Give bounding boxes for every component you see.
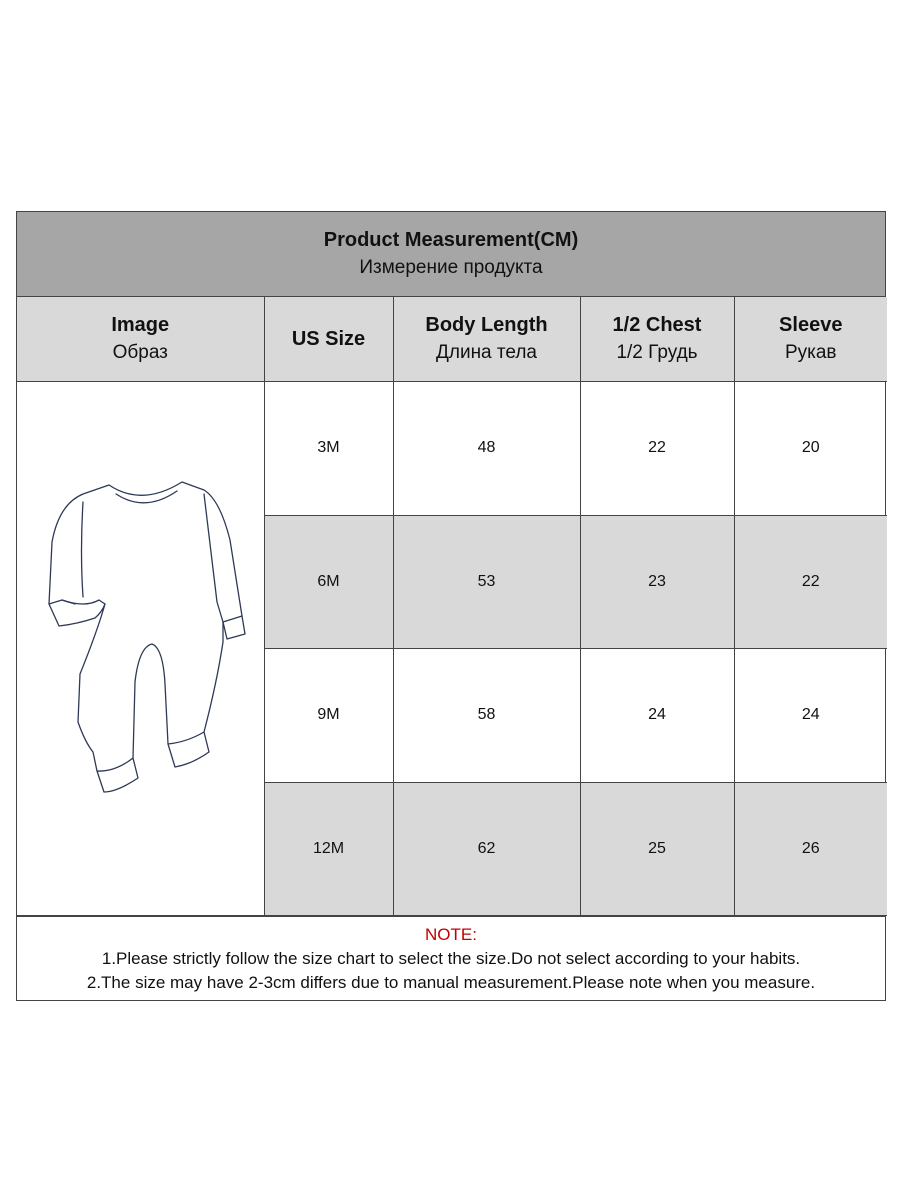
- cell-body-length: 48: [393, 382, 580, 516]
- cell-chest: 22: [580, 382, 734, 516]
- header-body-length-ru: Длина тела: [436, 342, 537, 363]
- cell-body-length: 53: [393, 515, 580, 649]
- chart-title: Product Measurement(CM): [323, 229, 579, 251]
- header-chest-en: 1/2 Chest: [612, 314, 702, 336]
- cell-size: 9M: [264, 649, 393, 783]
- header-sleeve-ru: Рукав: [784, 342, 837, 363]
- cell-sleeve: 22: [734, 515, 887, 649]
- header-image-en: Image: [111, 314, 170, 336]
- chart-subtitle: Измерение продукта: [359, 257, 543, 278]
- header-body-length: [393, 297, 580, 382]
- header-us-size-en: US Size: [291, 328, 366, 350]
- header-body-length-en: Body Length: [425, 314, 548, 336]
- measurement-table: [17, 297, 887, 916]
- table-row: [17, 382, 887, 516]
- cell-body-length: 58: [393, 649, 580, 783]
- header-sleeve-en: Sleeve: [779, 314, 843, 336]
- cell-size: 12M: [264, 782, 393, 916]
- cell-body-length: 62: [393, 782, 580, 916]
- cell-chest: 24: [580, 649, 734, 783]
- cell-sleeve: 20: [734, 382, 887, 516]
- note-line-2: 2.The size may have 2-3cm differs due to manual measurement.Please note when you measure.: [86, 972, 816, 992]
- header-us-size: [264, 297, 393, 382]
- header-chest: [580, 297, 734, 382]
- note-title: NOTE:: [425, 924, 477, 944]
- cell-sleeve: 24: [734, 649, 887, 783]
- header-image: [17, 297, 264, 382]
- cell-sleeve: 26: [734, 782, 887, 916]
- table-header-row: [17, 297, 887, 382]
- cell-chest: 23: [580, 515, 734, 649]
- chart-title-bar: [17, 212, 885, 297]
- note-line-1: 1.Please strictly follow the size chart to select the size.Do not select according to your habits.: [101, 948, 801, 968]
- cell-size: 3M: [264, 382, 393, 516]
- size-chart: [16, 211, 886, 1001]
- note-section: [17, 916, 885, 1000]
- cell-size: 6M: [264, 515, 393, 649]
- header-image-ru: Образ: [112, 342, 168, 363]
- garment-image-cell: [17, 382, 264, 916]
- header-chest-ru: 1/2 Грудь: [616, 342, 698, 363]
- header-sleeve: [734, 297, 887, 382]
- cell-chest: 25: [580, 782, 734, 916]
- romper-outline-icon: [17, 382, 264, 910]
